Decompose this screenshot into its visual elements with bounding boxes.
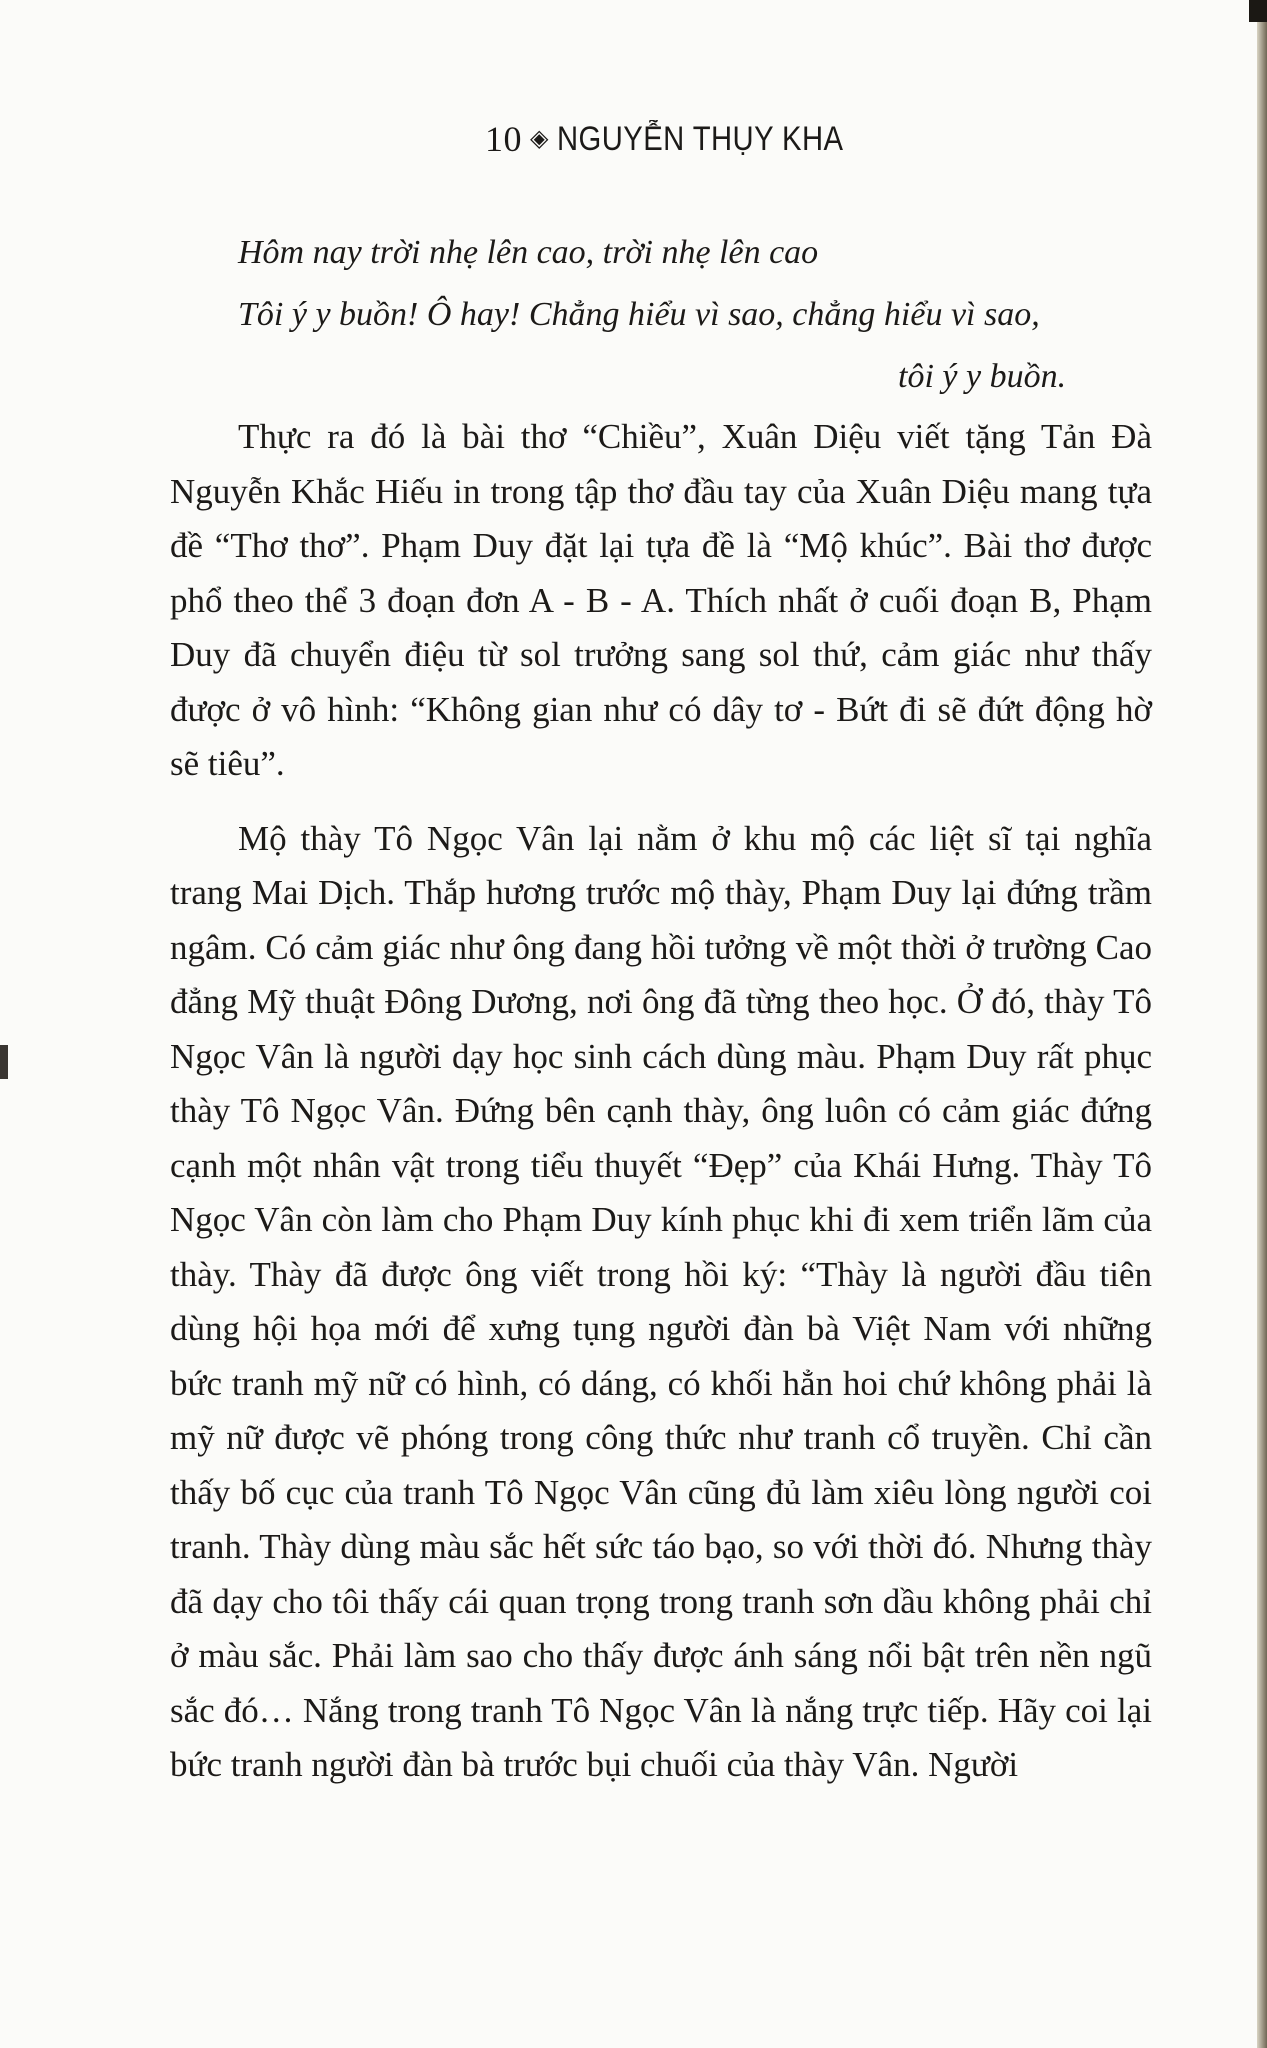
- poem-line: Tôi ý y buồn! Ô hay! Chẳng hiểu vì sao, chẳng hiểu vì sao,: [238, 296, 1040, 333]
- paragraph: Mộ thày Tô Ngọc Vân lại nằm ở khu mộ các liệt sĩ tại nghĩa trang Mai Dịch. Thắp hương trước mộ thày, Phạm Duy lại đứng trầm ngâm. Có cảm giác như ông đang hồi tưởng về một thời ở trường Cao đẳng Mỹ thuật Đông Dương, nơi ông đã từng theo học. Ở đó, thày Tô Ngọc Vân là người dạy học sinh cách dùng màu. Phạm Duy rất phục thày Tô Ngọc Vân. Đứng bên cạnh thày, ông luôn có cảm giác đứng cạnh một nhân vật trong tiểu thuyết “Đẹp” của Khái Hưng. Thày Tô Ngọc Vân còn làm cho Phạm Duy kính phục khi đi xem triển lãm của thày. Thày đã được ông viết trong hồi ký: “Thày là người đầu tiên dùng hội họa mới để xưng tụng người đàn bà Việt Nam với những bức tranh mỹ nữ có hình, có dáng, có khối hẳn hoi chứ không phải là mỹ nữ được vẽ phóng trong công thức như tranh cổ truyền. Chỉ cần thấy bố cục của tranh Tô Ngọc Vân cũng đủ làm xiêu lòng người coi tranh. Thày dùng màu sắc hết sức táo bạo, so với thời đó. Nhưng thày đã dạy cho tôi thấy cái quan trọng trong tranh sơn dầu không phải chỉ ở màu sắc. Phải làm sao cho thấy được ánh sáng nổi bật trên nền ngũ sắc đó… Nắng trong tranh Tô Ngọc Vân là nắng trực tiếp. Hãy coi lại bức tranh người đàn bà trước bụi chuối của thày Vân. Người: [170, 818, 1152, 1784]
- body-text: [170, 410, 1152, 1813]
- paragraph: Thực ra đó là bài thơ “Chiều”, Xuân Diệu viết tặng Tản Đà Nguyễn Khắc Hiếu in trong tập thơ đầu tay của Xuân Diệu mang tựa đề “Thơ thơ”. Phạm Duy đặt lại tựa đề là “Mộ khúc”. Bài thơ được phổ theo thể 3 đoạn đơn A - B - A. Thích nhất ở cuối đoạn B, Phạm Duy đã chuyển điệu từ sol trưởng sang sol thứ, cảm giác như thấy được ở vô hình: “Không gian như có dây tơ - Bứt đi sẽ đứt động hờ sẽ tiêu”.: [170, 417, 1152, 783]
- author-name: NGUYỄN THỤY KHA: [556, 119, 844, 158]
- poem-quote: [238, 222, 1066, 408]
- running-header: [485, 118, 890, 160]
- diamond-separator-icon: ◈: [530, 125, 549, 152]
- page-number: 10: [485, 119, 522, 159]
- poem-line: Hôm nay trời nhẹ lên cao, trời nhẹ lên cao: [238, 234, 819, 271]
- margin-mark: [0, 1045, 8, 1079]
- page-corner-mark: [1249, 0, 1267, 22]
- page-edge-shadow: [1257, 0, 1267, 2048]
- poem-line: tôi ý y buồn.: [898, 358, 1067, 395]
